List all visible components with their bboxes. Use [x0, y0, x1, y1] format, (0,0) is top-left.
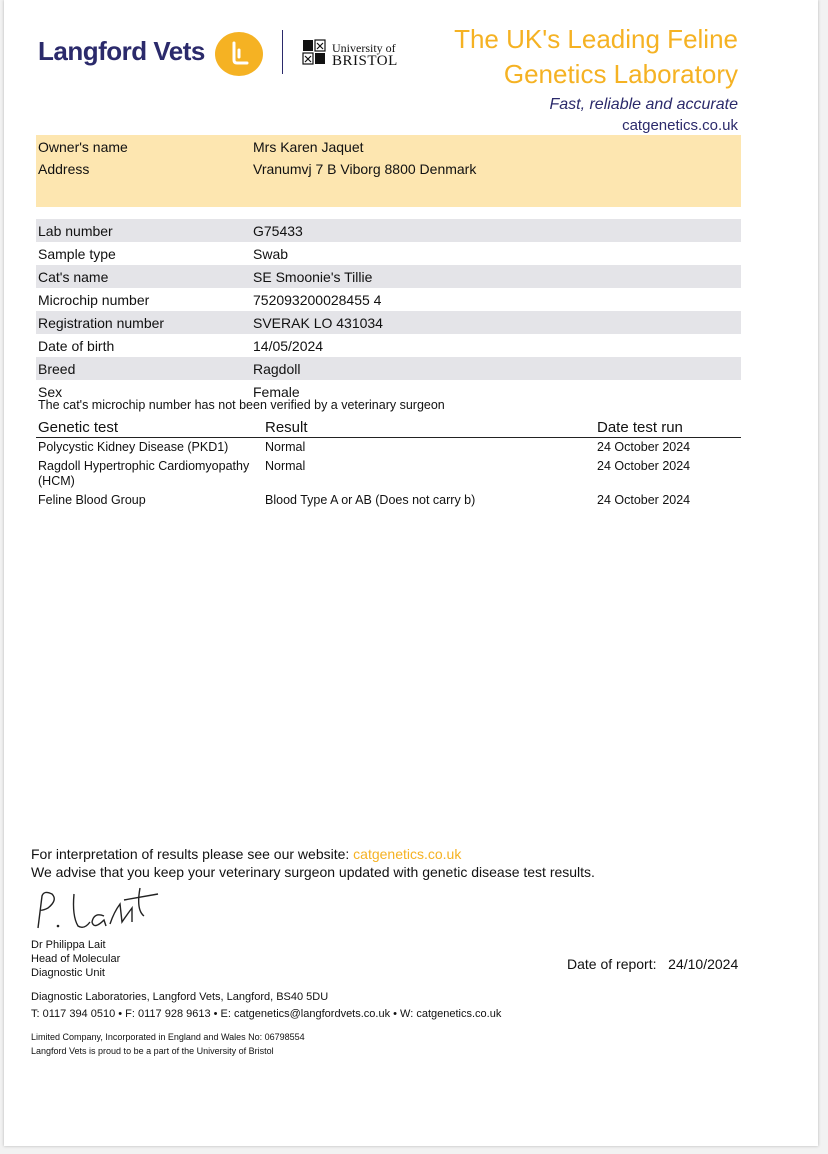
owner-name-label: Owner's name — [36, 135, 253, 158]
lab-number-row — [36, 219, 741, 242]
test-name: Ragdoll Hypertrophic Cardiomyopathy (HCM) — [38, 459, 250, 488]
headline-line1: The UK's Leading Feline — [454, 24, 738, 54]
table-row — [36, 438, 741, 458]
test-result: Normal — [265, 440, 306, 454]
signatory-title-line2: Diagnostic Unit — [31, 967, 105, 979]
interpretation-link[interactable]: catgenetics.co.uk — [353, 846, 462, 862]
lab-address: Diagnostic Laboratories, Langford Vets, Langford, BS40 5DU — [31, 991, 329, 1003]
test-name: Polycystic Kidney Disease (PKD1) — [38, 440, 229, 454]
sample-info-table — [36, 135, 741, 403]
tests-header-row — [36, 418, 741, 438]
company-registration: Limited Company, Incorporated in England and Wales No: 06798554 — [31, 1032, 305, 1042]
dob-label: Date of birth — [38, 337, 115, 354]
contact-details: T: 0117 394 0510 • F: 0117 928 9613 • E: catgenetics@langfordvets.co.uk • W: catgenetics.co.uk — [31, 1008, 502, 1020]
cat-name-label: Cat's name — [36, 265, 253, 288]
logo-divider — [282, 30, 283, 74]
signatory — [31, 938, 120, 980]
advice-note: We advise that you keep your veterinary surgeon updated with genetic disease test results. — [31, 864, 595, 880]
dob-value: 14/05/2024 — [253, 337, 324, 354]
breed-row — [36, 357, 741, 380]
signatory-name: Dr Philippa Lait — [31, 939, 106, 951]
tagline: Fast, reliable and accurate — [549, 96, 738, 113]
registration-label: Registration number — [36, 311, 253, 334]
sex-label: Sex — [38, 383, 63, 400]
dob-row — [36, 334, 741, 357]
header-website: catgenetics.co.uk — [622, 117, 738, 134]
headline — [454, 22, 738, 92]
microchip-note: The cat's microchip number has not been verified by a veterinary surgeon — [38, 398, 445, 412]
signatory-title-line1: Head of Molecular — [31, 953, 121, 965]
lab-number-value: G75433 — [253, 219, 741, 242]
registration-row — [36, 311, 741, 334]
microchip-value: 752093200028455 4 — [253, 291, 382, 308]
address-label: Address — [36, 158, 253, 207]
langford-logo-mark-icon — [215, 32, 263, 76]
interpretation-text: For interpretation of results please see our website: — [31, 846, 350, 862]
sample-type-value: Swab — [253, 245, 289, 262]
address-row — [36, 158, 741, 207]
test-date: 24 October 2024 — [597, 440, 691, 454]
headline-line2: Genetics Laboratory — [503, 59, 738, 89]
col-date-test-run: Date test run — [595, 418, 741, 438]
col-genetic-test: Genetic test — [36, 418, 263, 438]
university-name-line1: University of — [332, 41, 396, 55]
spacer-row — [36, 207, 741, 219]
sample-type-row — [36, 242, 741, 265]
breed-value: Ragdoll — [253, 357, 741, 380]
table-row — [36, 491, 741, 510]
cat-name-row — [36, 265, 741, 288]
university-crest-icon — [302, 38, 326, 66]
test-date: 24 October 2024 — [597, 459, 691, 473]
table-row — [36, 457, 741, 491]
address-value: Vranumvj 7 B Viborg 8800 Denmark — [253, 158, 741, 207]
genetic-tests-table — [36, 418, 741, 510]
microchip-row — [36, 288, 741, 311]
lab-number-label: Lab number — [36, 219, 253, 242]
report-date-value: 24/10/2024 — [668, 956, 739, 972]
sample-type-label: Sample type — [38, 245, 116, 262]
owner-name-value: Mrs Karen Jaquet — [253, 135, 741, 158]
logo-mark-glyph — [215, 32, 263, 76]
breed-label: Breed — [36, 357, 253, 380]
university-affiliation: Langford Vets is proud to be a part of the University of Bristol — [31, 1046, 274, 1056]
report-date-label: Date of report: — [567, 956, 657, 972]
interpretation-note — [31, 846, 461, 862]
test-name: Feline Blood Group — [38, 493, 146, 507]
registration-value: SVERAK LO 431034 — [253, 311, 741, 334]
owner-name-row — [36, 135, 741, 158]
report-page — [4, 0, 818, 1146]
test-result: Normal — [265, 459, 306, 473]
microchip-label: Microchip number — [38, 291, 150, 308]
langford-vets-logo-text: Langford Vets — [38, 36, 205, 66]
signature-image — [28, 886, 168, 936]
col-result: Result — [263, 418, 595, 438]
cat-name-value: SE Smoonie's Tillie — [253, 265, 741, 288]
test-result: Blood Type A or AB (Does not carry b) — [265, 493, 476, 507]
report-date — [567, 956, 738, 972]
university-name-line2: BRISTOL — [332, 53, 398, 69]
test-date: 24 October 2024 — [597, 493, 691, 507]
sex-value: Female — [253, 383, 300, 400]
